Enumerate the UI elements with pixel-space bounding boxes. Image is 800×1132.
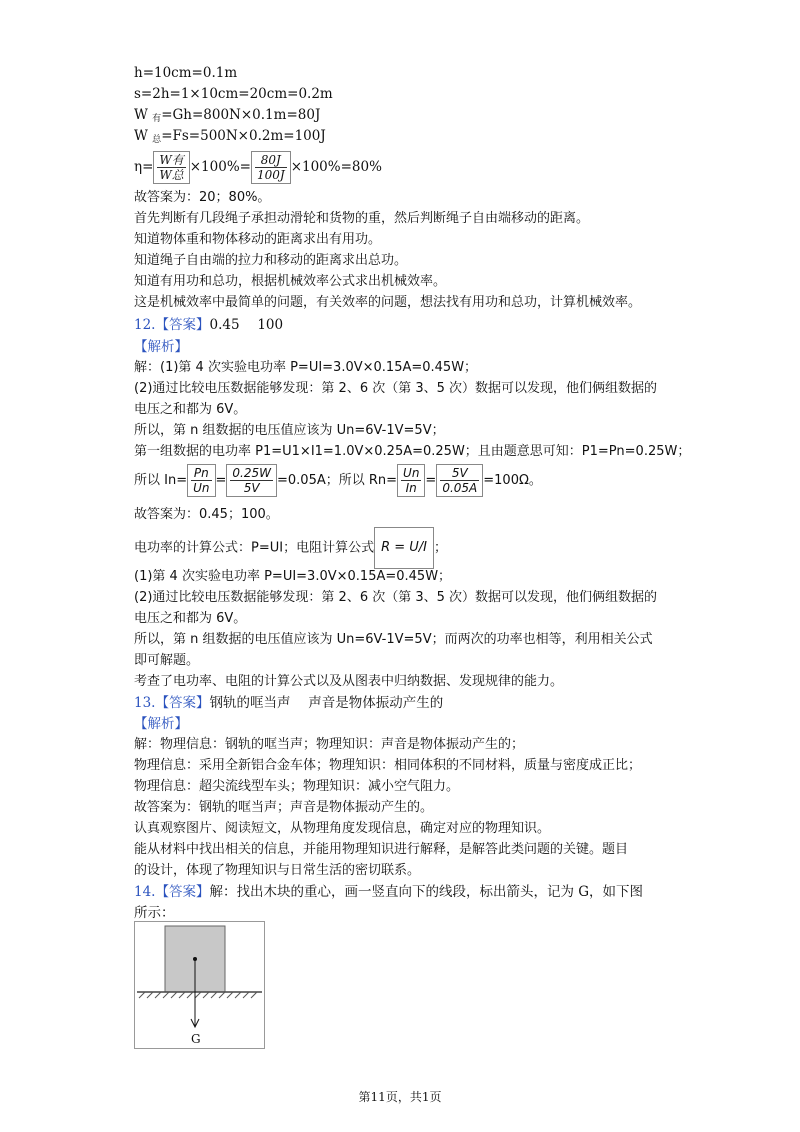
text: ×100%= xyxy=(189,159,251,175)
denominator: In xyxy=(405,481,417,495)
analysis-line: 知道物体重和物体移动的距离求出有用功。 xyxy=(134,232,382,247)
text-line: (2)通过比较电压数据能够发现：第 2、6 次（第 3、5 次）数据可以发现，他们俩组数据的 xyxy=(134,381,658,396)
q12-formula-line xyxy=(134,462,542,500)
formula-box: R = U/I xyxy=(374,527,434,569)
answer-text: 解：找出木块的重心，画一竖直向下的线段，标出箭头，记为 G，如下图 xyxy=(209,884,644,900)
analysis-line: 这是机械效率中最简单的问题，有关效率的问题，想法找有用功和总功，计算机械效率。 xyxy=(134,295,642,310)
q12-analysis-tag: 【解析】 xyxy=(134,339,188,355)
text-line: 所以，第 n 组数据的电压值应该为 Un=6V-1V=5V；而两次的功率也相等，利用相关公式 xyxy=(134,632,653,647)
text-line: 解：(1)第 4 次实验电功率 P=UI=3.0V×0.15A=0.45W； xyxy=(134,360,478,375)
text-line: 考查了电功率、电阻的计算公式以及从图表中归纳数据、发现规律的能力。 xyxy=(134,674,564,689)
text-line: 解：物理信息：钢轨的哐当声；物理知识：声音是物体振动产生的； xyxy=(134,737,525,752)
fraction xyxy=(436,464,483,497)
text-line: 即可解题。 xyxy=(134,653,200,668)
text: ×100%=80% xyxy=(290,159,382,175)
numerator: 80J xyxy=(255,153,287,168)
gravity-diagram xyxy=(134,921,265,1049)
numerator: Pn xyxy=(191,466,211,481)
page-footer: 第11页，共1页 xyxy=(358,1090,442,1104)
numerator: 0.25W xyxy=(232,466,271,480)
text-line: 第一组数据的电功率 P1=U1×I1=1.0V×0.25A=0.25W；且由题意思可知：P1=Pn=0.25W； xyxy=(134,444,691,459)
efficiency-formula xyxy=(134,150,382,184)
answer-line: 故答案为：20；80%。 xyxy=(134,190,271,205)
text: ； xyxy=(434,540,448,556)
text: W xyxy=(134,128,153,144)
denominator: 100J xyxy=(256,168,285,182)
numerator: 5V xyxy=(440,466,479,481)
q12-answer xyxy=(134,315,283,335)
answer-tag: 14.【答案】 xyxy=(134,884,210,900)
subscript: 有 xyxy=(152,114,162,124)
text-line: 故答案为：0.45；100。 xyxy=(134,507,279,522)
denominator: 0.05A xyxy=(442,481,478,495)
text-line xyxy=(134,527,447,569)
denominator: W总 xyxy=(159,168,184,182)
calc-line-s: s=2h=1×10cm=20cm=0.2m xyxy=(134,86,333,102)
denominator: 5V xyxy=(243,481,260,495)
text-line: 所以，第 n 组数据的电压值应该为 Un=6V-1V=5V； xyxy=(134,423,445,438)
text: W xyxy=(134,107,153,123)
q13-answer xyxy=(134,693,443,713)
fraction xyxy=(251,151,291,184)
answer-tag: 12.【答案】 xyxy=(134,317,210,333)
fraction xyxy=(397,464,425,497)
text-line: 的设计，体现了物理知识与日常生活的密切联系。 xyxy=(134,863,421,878)
text-line: 电压之和都为 6V。 xyxy=(134,402,247,417)
gravity-diagram-svg xyxy=(135,922,264,1048)
analysis-line: 知道绳子自由端的拉力和移动的距离求出总功。 xyxy=(134,253,408,268)
text: η= xyxy=(134,159,154,175)
text: 所以 In= xyxy=(134,473,188,488)
text: =Gh=800N×0.1m=80J xyxy=(161,107,321,123)
analysis-line: 知道有用功和总功，根据机械效率公式求出机械效率。 xyxy=(134,274,447,289)
ground-hatching xyxy=(139,992,257,998)
text: 电功率的计算公式：P=UI；电阻计算公式 xyxy=(134,540,375,556)
answer-text: 0.45 100 xyxy=(209,317,284,333)
text-line: 物理信息：采用全新铝合金车体；物理知识：相同体积的不同材料，质量与密度成正比； xyxy=(134,758,642,773)
text-line: (2)通过比较电压数据能够发现：第 2、6 次（第 3、5 次）数据可以发现，他们俩组数据的 xyxy=(134,590,658,605)
text-line: 所示： xyxy=(134,905,175,921)
text-line: 电压之和都为 6V。 xyxy=(134,611,247,626)
text-line: 能从材料中找出相关的信息，并能用物理知识进行解释，是解答此类问题的关键。题目 xyxy=(134,842,629,857)
text-line: 物理信息：超尖流线型车头；物理知识：减小空气阻力。 xyxy=(134,779,460,794)
text: = xyxy=(425,473,437,488)
q14-answer xyxy=(134,882,643,902)
text: =100Ω。 xyxy=(483,473,542,488)
text: =Fs=500N×0.2m=100J xyxy=(161,128,326,144)
subscript: 总 xyxy=(152,135,162,145)
analysis-line: 首先判断有几段绳子承担动滑轮和货物的重，然后判断绳子自由端移动的距离。 xyxy=(134,211,590,226)
numerator: W有 xyxy=(159,153,184,167)
text-line: (1)第 4 次实验电功率 P=UI=3.0V×0.15A=0.45W； xyxy=(134,569,452,584)
denominator: Un xyxy=(193,481,210,495)
numerator: Un xyxy=(403,466,420,480)
fraction xyxy=(226,464,277,497)
fraction xyxy=(153,151,189,184)
text-line: 故答案为：钢轨的哐当声；声音是物体振动产生的。 xyxy=(134,800,434,815)
text-line: 认真观察图片、阅读短文，从物理角度发现信息，确定对应的物理知识。 xyxy=(134,821,551,836)
answer-tag: 13.【答案】 xyxy=(134,695,210,711)
calc-line-w-total xyxy=(134,126,326,150)
gravity-label: G xyxy=(191,1032,201,1046)
text: =0.05A；所以 Rn= xyxy=(277,473,398,488)
answer-text: 钢轨的哐当声 声音是物体振动产生的 xyxy=(209,695,444,711)
q13-analysis-tag: 【解析】 xyxy=(134,716,188,732)
fraction xyxy=(187,464,215,497)
text: = xyxy=(215,473,227,488)
calc-line-h: h=10cm=0.1m xyxy=(134,65,238,81)
